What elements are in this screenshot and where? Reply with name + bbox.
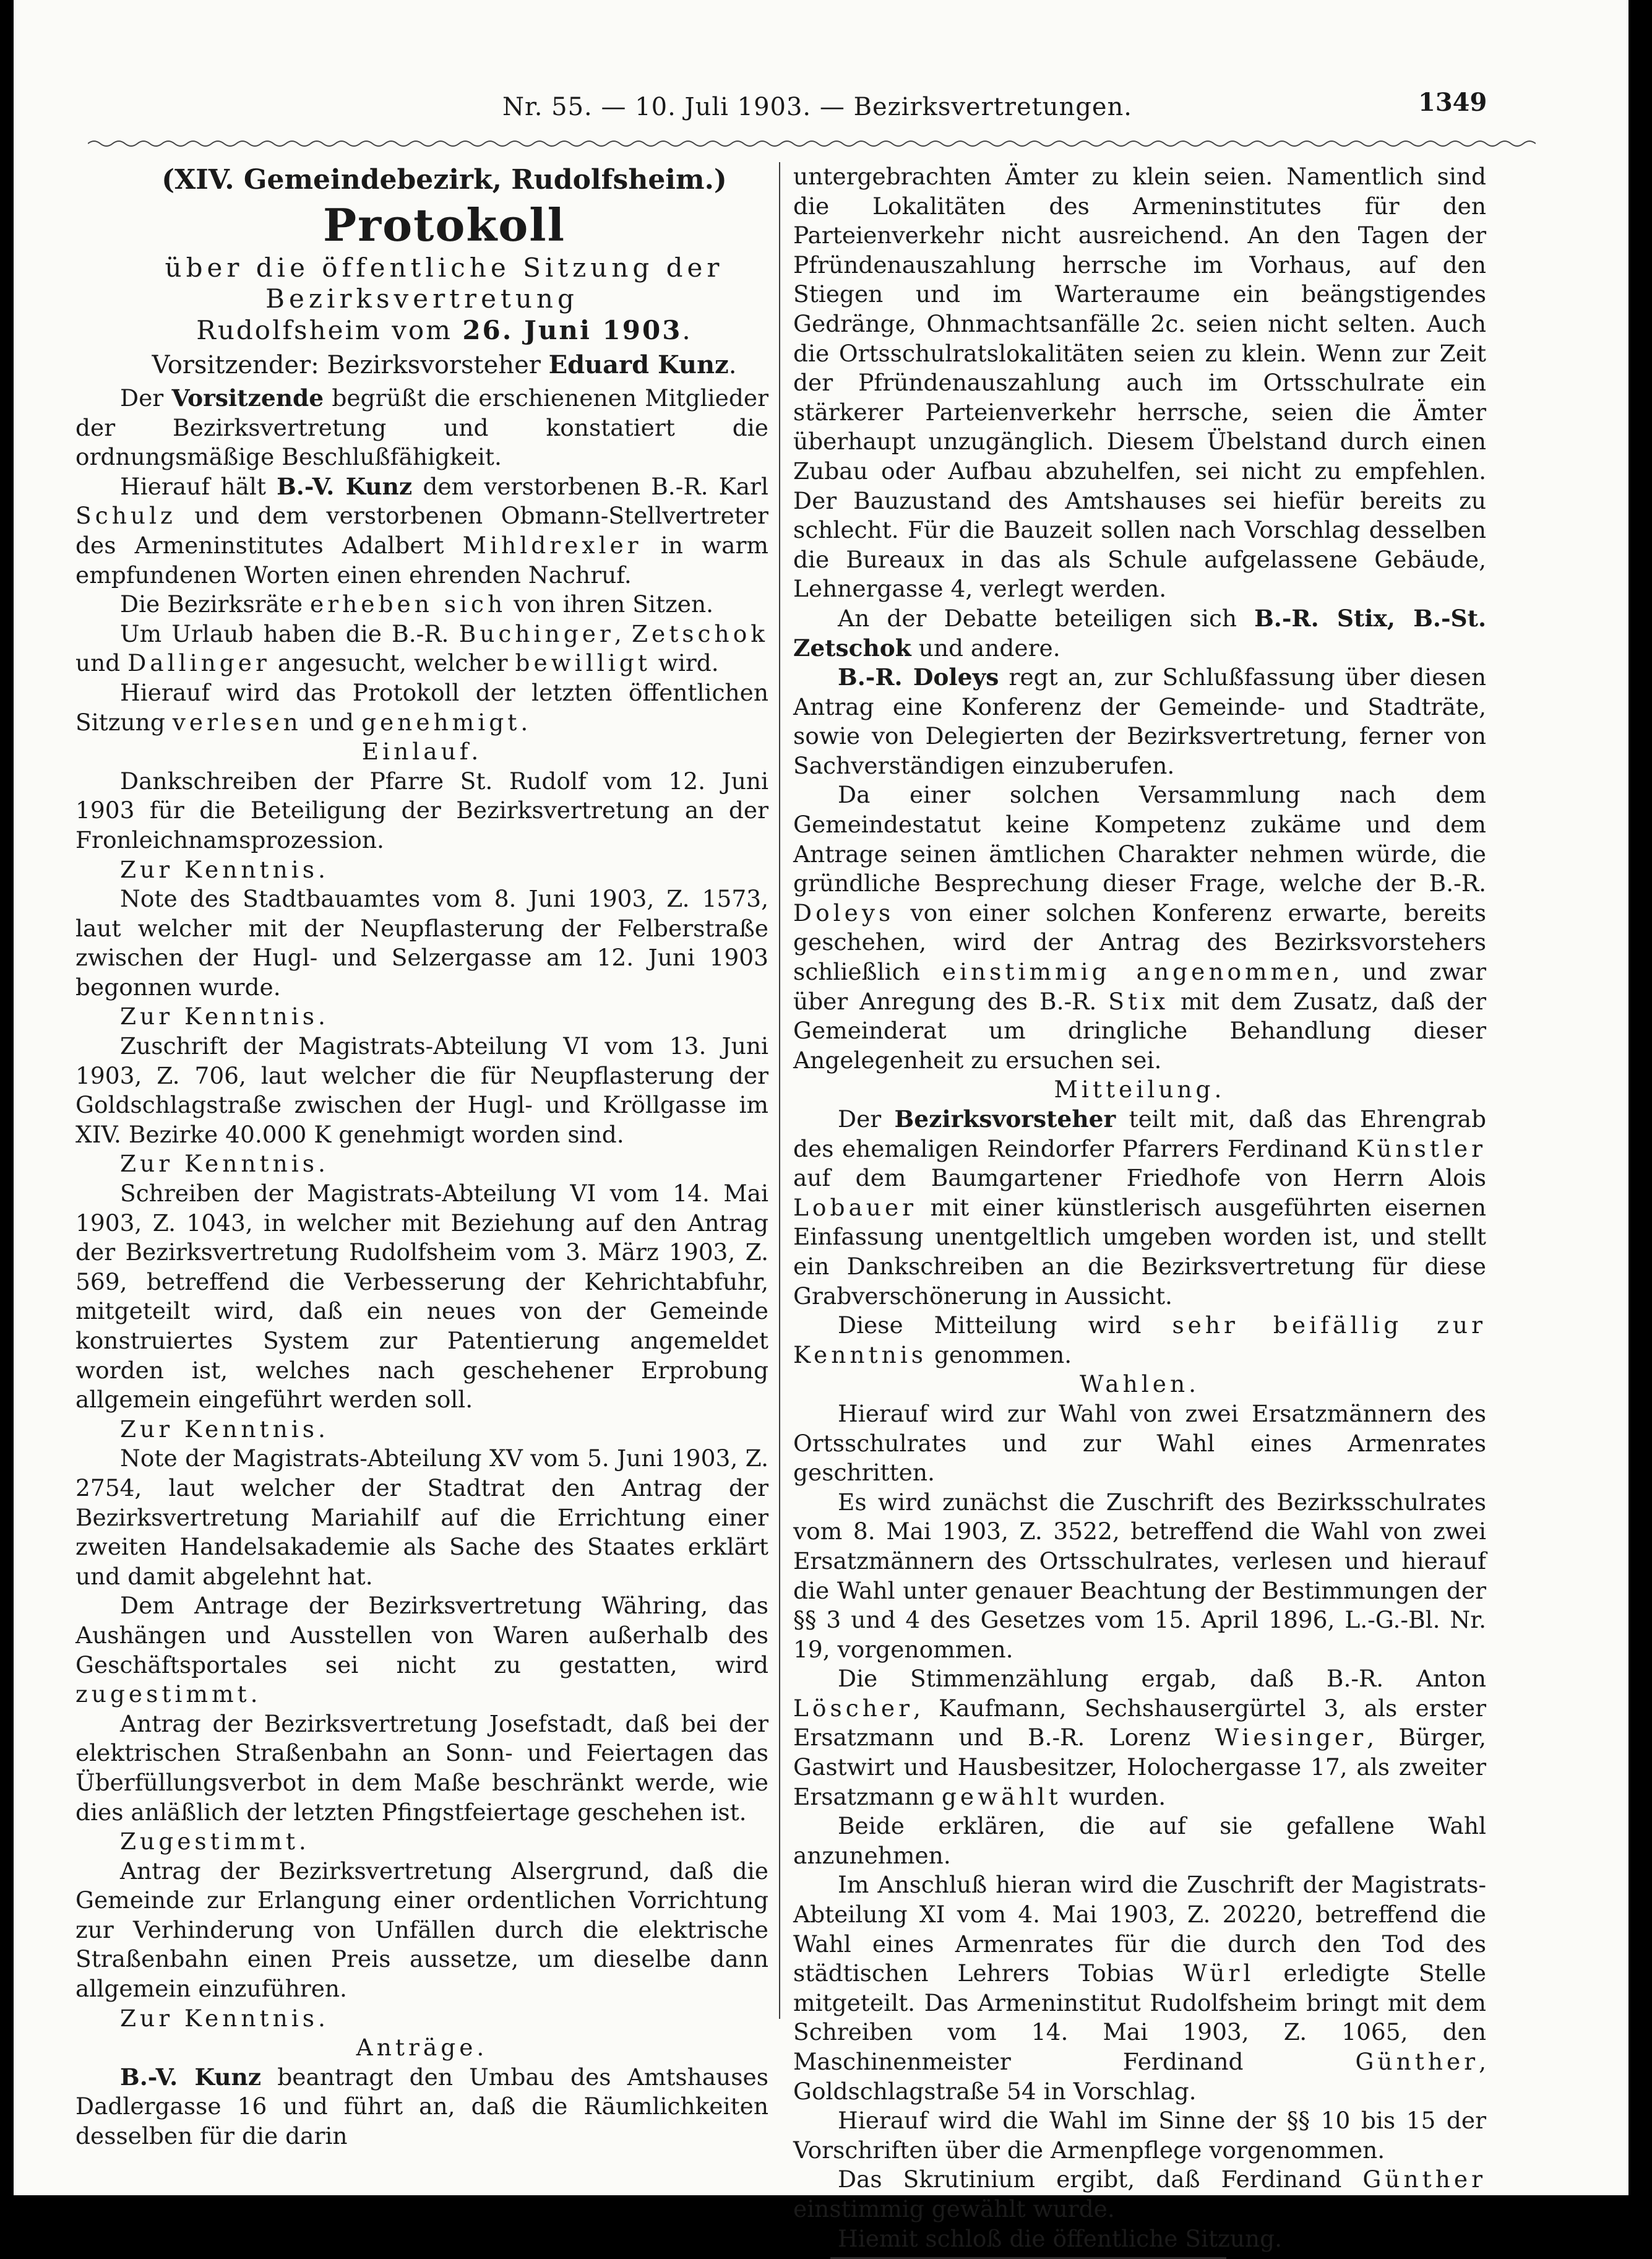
paragraph: Hierauf wird das Protokoll der letzten öffentlichen Sitzung verlesen und genehmigt. [75, 678, 768, 736]
paragraph: Es wird zunächst die Zuschrift des Bezirksschulrates vom 8. Mai 1903, Z. 3522, betreffend die Wahl von zwei Ersatzmännern des Ortsschulrates, verlesen und hierauf die Wahl unter genauer Beachtung der Bestimmungen der §§ 3 und 4 des Gesetzes vom 15. April 1896, L.-G.-Bl. Nr. 19, vorgenommen. [793, 1488, 1486, 1663]
paragraph: Note der Magistrats-Abteilung XV vom 5. Juni 1903, Z. 2754, laut welcher der Stadtrat den Antrag der Bezirksvertretung Mariahilf auf die Errichtung einer zweiten Handelsakademie als Sache des Staates erklärt und damit abgelehnt hat. [75, 1445, 768, 1590]
paragraph: Antrag der Bezirksvertretung Alsergrund, daß die Gemeinde zur Erlangung einer ordentlichen Vorrichtung zur Verhinderung von Unfällen durch die elektrische Straßenbahn einen Preis aussetze, um dieselbe dann allgemein einzuführen. [75, 1857, 768, 2003]
newspaper-page [14, 0, 1628, 2252]
page-header [14, 74, 1628, 136]
resolution: Zur Kenntnis. [120, 1150, 329, 1178]
paragraph: Hierauf hält B.-V. Kunz dem verstorbenen B.-R. Karl Schulz und dem verstorbenen Obmann-Stellvertreter des Armeninstitutes Adalbert Mihldrexler in warm empfundenen Worten einen ehrenden Nachruf. [75, 472, 768, 589]
paragraph: Dankschreiben der Pfarre St. Rudolf vom 12. Juni 1903 für die Beteiligung der Bezirksvertretung an der Fronleichnamsprozession. [75, 767, 768, 853]
paragraph: Im Anschluß hieran wird die Zuschrift der Magistrats-Abteilung XI vom 4. Mai 1903, Z. 20220, betreffend die Wahl eines Armenrates für die durch den Tod des städtischen Lehrers Tobias Würl erledigte Stelle mitgeteilt. Das Armeninstitut Rudolfsheim bringt mit dem Schreiben vom 14. Mai 1903, Z. 1065, den Maschinenmeister Ferdinand Günther, Goldschlagstraße 54 in Vorschlag. [793, 1871, 1486, 2105]
paragraph: Die Bezirksräte erheben sich von ihren Sitzen. [120, 590, 714, 618]
paragraph: Antrag der Bezirksvertretung Josefstadt, daß bei der elektrischen Straßenbahn an Sonn- und Feiertagen das Überfüllungsverbot in dem Maße beschränkt werde, wie dies anläßlich der letzten Pfingstfeiertage geschehen ist. [75, 1709, 768, 1826]
paragraph: Diese Mitteilung wird sehr beifällig zur Kenntnis genommen. [793, 1311, 1486, 1368]
paragraph: Schreiben der Magistrats-Abteilung VI vom 14. Mai 1903, Z. 1043, in welcher mit Beziehung auf den Antrag der Bezirksvertretung Rudolfsheim vom 3. März 1903, Z. 569, betreffend die Verbesserung der Kehrichtabfuhr, mitgeteilt wird, daß ein neues von der Gemeinde konstruiertes System zur Patentierung angemeldet worden ist, welches nach geschehener Erprobung allgemein eingeführt werden soll. [75, 1180, 768, 1414]
paragraph: Das Skrutinium ergibt, daß Ferdinand Günther einstimmig gewählt wurde. [793, 2166, 1486, 2222]
paragraph: Note des Stadtbauamtes vom 8. Juni 1903, Z. 1573, laut welcher mit der Neupflasterung der Felberstraße zwischen der Hugl- und Selzergasse am 12. Juni 1903 begonnen wurde. [75, 885, 768, 1001]
page-number: 1349 [1418, 88, 1487, 117]
paragraph: Dem Antrage der Bezirksvertretung Währing, das Aushängen und Ausstellen von Waren außerhalb des Geschäftsportales sei nicht zu gestatten, wird zugestimmt. [75, 1592, 768, 1708]
protocol-subtitle-date: Rudolfsheim vom 26. Juni 1903. [196, 315, 692, 345]
paragraph: Da einer solchen Versammlung nach dem Gemeindestatut keine Kompetenz zukäme und dem Antrage seinen ämtlichen Charakter nehmen würde, die gründliche Besprechung dieser Frage, welche der B.-R. Doleys von einer solchen Konferenz erwarte, bereits geschehen, wird der Antrag des Bezirksvorstehers schließlich einstimmig angenommen, und zwar über Anregung des B.-R. Stix mit dem Zusatz, daß der Gemeinderat um dringliche Behandlung dieser Angelegenheit zu ersuchen sei. [793, 781, 1486, 1074]
section-heading-wahlen: Wahlen. [1079, 1370, 1200, 1398]
header-wavy-rule [88, 136, 1536, 151]
resolution: Zur Kenntnis. [120, 1415, 329, 1443]
protocol-subtitle: über die öffentliche Sitzung der Bezirksvertretung [165, 253, 724, 314]
section-heading-einlauf: Einlauf. [361, 738, 483, 766]
section-heading-mitteilung: Mitteilung. [1054, 1076, 1226, 1104]
right-column [793, 162, 1486, 2259]
resolution: Zur Kenntnis. [120, 2004, 329, 2032]
paragraph: Beide erklären, die auf sie gefallene Wahl anzunehmen. [793, 1812, 1486, 1869]
resolution: Zugestimmt. [120, 1828, 310, 1855]
paragraph: Um Urlaub haben die B.-R. Buchinger, Zetschok und Dallinger angesucht, welcher bewilligt wird. [75, 620, 769, 677]
paragraph: Der Vorsitzende begrüßt die erschienenen Mitglieder der Bezirksvertretung und konstatiert die ordnungsmäßige Beschlußfähigkeit. [75, 384, 768, 471]
section-heading-antraege: Anträge. [356, 2034, 488, 2062]
paragraph: untergebrachten Ämter zu klein seien. Namentlich sind die Lokalitäten des Armeninstitutes für den Parteienverkehr nicht ausreichend. An den Tagen der Pfründenauszahlung herrsche im Vorhaus, auf den Stiegen und im Warteraume ein beängstigendes Gedränge, Ohnmachtsanfälle 2c. seien nicht selten. Auch die Ortsschulratslokalitäten seien zu klein. Wenn zur Zeit der Pfründenauszahlung auch im Ortsschulrate ein stärkerer Parteienverkehr herrsche, seien die Ämter überhaupt unzugänglich. Diesem Übelstand durch einen Zubau oder Aufbau abzuhelfen, sei nicht zu empfehlen. Der Bauzustand des Amtshauses sei hiefür bereits zu schlecht. Für die Bauzeit sollen nach Vorschlag desselben die Bureaux in das als Schule aufgelassene Gebäude, Lehnergasse 4, verlegt werden. [793, 163, 1486, 603]
column-divider [779, 162, 780, 2019]
chairman-line: Vorsitzender: Bezirksvorsteher Eduard Kunz. [152, 350, 737, 379]
running-header: Nr. 55. — 10. Juli 1903. — Bezirksvertretungen. [502, 93, 1132, 121]
district-heading: (XIV. Gemeindebezirk, Rudolfsheim.) [161, 164, 727, 196]
paragraph: Hierauf wird zur Wahl von zwei Ersatzmännern des Ortsschulrates und zur Wahl eines Armenrates geschritten. [793, 1399, 1486, 1487]
paragraph: B.-V. Kunz beantragt den Umbau des Amtshauses Dadlergasse 16 und führt an, daß die Räumlichkeiten desselben für die darin [75, 2063, 768, 2150]
paragraph: B.-R. Doleys regt an, zur Schlußfassung über diesen Antrag eine Konferenz der Gemeinde- und Stadträte, sowie von Delegierten der Bezirksvertretung, ferner von Sachverständigen einzuberufen. [793, 663, 1486, 779]
left-column [75, 162, 768, 2151]
resolution: Zur Kenntnis. [120, 855, 329, 883]
paragraph: Hierauf wird die Wahl im Sinne der §§ 10 bis 15 der Vorschriften über die Armenpflege vorgenommen. [793, 2107, 1486, 2164]
resolution: Zur Kenntnis. [120, 1003, 329, 1030]
paragraph: Der Bezirksvorsteher teilt mit, daß das Ehrengrab des ehemaligen Reindorfer Pfarrers Ferdinand Künstler auf dem Baumgartener Friedhofe von Herrn Alois Lobauer mit einer künstlerisch ausgeführten eisernen Einfassung unentgeltlich umgeben worden ist, und stellt ein Dankschreiben an die Bezirksvertretung für diese Grabverschönerung in Aussicht. [793, 1105, 1486, 1310]
paragraph-closing: Hiemit schloß die öffentliche Sitzung. [838, 2224, 1283, 2252]
protocol-title: Protokoll [323, 199, 566, 251]
paragraph: An der Debatte beteiligen sich B.-R. Stix, B.-St. Zetschok und andere. [793, 604, 1486, 662]
paragraph: Die Stimmenzählung ergab, daß B.-R. Anton Löscher, Kaufmann, Sechshausergürtel 3, als erster Ersatzmann und B.-R. Lorenz Wiesinger, Bürger, Gastwirt und Hausbesitzer, Holochergasse 17, als zweiter Ersatzmann gewählt wurden. [793, 1665, 1486, 1810]
paragraph: Zuschrift der Magistrats-Abteilung VI vom 13. Juni 1903, Z. 706, laut welcher die für Neupflasterung der Goldschlagstraße zwischen der Hugl- und Kröllgasse im XIV. Bezirke 40.000 K genehmigt worden sind. [75, 1032, 768, 1148]
